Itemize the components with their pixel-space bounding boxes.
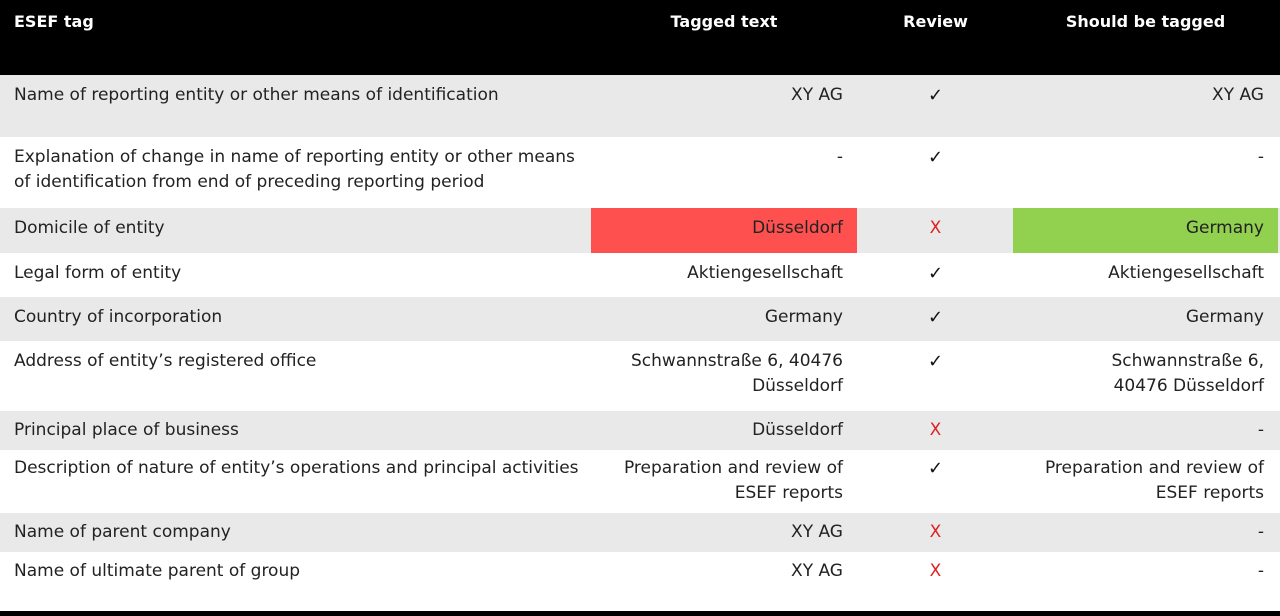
cross-icon: X [929, 420, 942, 440]
row-should-be-tagged: - [1257, 561, 1264, 581]
table-row [0, 75, 1280, 137]
table-row [0, 297, 1280, 341]
check-icon: ✓ [927, 458, 944, 479]
row-esef-tag: Name of reporting entity or other means of identification [14, 85, 499, 105]
check-icon: ✓ [927, 85, 944, 106]
row-tagged-text: Aktiengesellschaft [687, 263, 843, 283]
row-tagged-text: Düsseldorf [752, 420, 843, 440]
check-icon: ✓ [927, 307, 944, 328]
row-tagged-text: - [836, 147, 843, 167]
header-tagged-text: Tagged text [670, 12, 778, 31]
check-icon: ✓ [927, 351, 944, 372]
row-should-be-tagged: - [1257, 420, 1264, 440]
row-esef-tag: Name of parent company [14, 522, 231, 542]
table-bottom-border [0, 611, 1280, 616]
row-should-be-tagged: Aktiengesellschaft [1108, 263, 1264, 283]
row-should-be-tagged: Schwannstraße 6, 40476 Düsseldorf [1111, 351, 1264, 396]
row-should-be-tagged: XY AG [1212, 85, 1264, 105]
row-esef-tag: Legal form of entity [14, 263, 182, 283]
header-should-be-tagged: Should be tagged [1065, 12, 1226, 31]
row-esef-tag: Description of nature of entity’s operations and principal activities [14, 458, 579, 478]
row-tagged-text: Germany [764, 307, 843, 327]
cross-icon: X [929, 522, 942, 542]
row-should-be-tagged: Preparation and review of ESEF reports [1044, 458, 1264, 503]
row-esef-tag: Address of entity’s registered office [14, 351, 317, 371]
check-icon: ✓ [927, 263, 944, 284]
row-should-be-tagged: - [1257, 147, 1264, 167]
row-tagged-text-error: Düsseldorf [591, 208, 857, 253]
row-should-be-tagged-correct: Germany [1013, 208, 1278, 253]
table-row [0, 341, 1280, 411]
table-row [0, 411, 1280, 450]
table-row [0, 552, 1280, 611]
table-row [0, 450, 1280, 513]
table-row [0, 137, 1280, 208]
cross-icon: X [929, 561, 942, 581]
header-review: Review [903, 12, 968, 31]
table-header [0, 0, 1280, 75]
row-esef-tag: Principal place of business [14, 420, 239, 440]
table-row [0, 208, 1280, 253]
row-tagged-text: Schwannstraße 6, 40476 Düsseldorf [631, 351, 843, 396]
row-esef-tag: Domicile of entity [14, 218, 165, 238]
header-esef-tag: ESEF tag [14, 12, 94, 31]
table-row [0, 253, 1280, 297]
row-should-be-tagged: - [1257, 522, 1264, 542]
row-should-be-tagged: Germany [1185, 307, 1264, 327]
row-esef-tag: Country of incorporation [14, 307, 223, 327]
row-esef-tag: Explanation of change in name of reporting entity or other means of identification from end of preceding reporting period [14, 147, 575, 192]
table-row [0, 513, 1280, 552]
row-esef-tag: Name of ultimate parent of group [14, 561, 301, 581]
row-tagged-text: XY AG [791, 85, 843, 105]
row-tagged-text: Preparation and review of ESEF reports [623, 458, 843, 503]
cross-icon: X [929, 218, 942, 238]
check-icon: ✓ [927, 147, 944, 168]
row-tagged-text: XY AG [791, 522, 843, 542]
row-tagged-text: XY AG [791, 561, 843, 581]
